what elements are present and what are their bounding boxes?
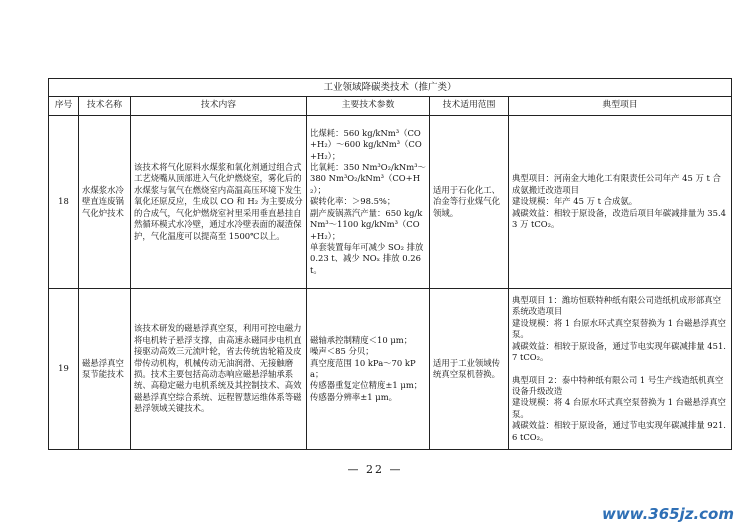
project-line: 减碳效益：相较于原设备，通过节电实现年碳减排量 921.6 tCO₂。: [512, 420, 726, 442]
row-params: [307, 116, 430, 289]
header-projects: 典型项目: [509, 97, 732, 116]
param-line: 副产废锅蒸汽产量：650 kg/kNm³～1100 kg/kNm³（CO+H₂）；: [310, 207, 423, 241]
param-line: 比氧耗：350 Nm³O₂/kNm³～380 Nm³O₂/kNm³（CO+H₂）；: [310, 162, 426, 195]
header-no: 序号: [49, 97, 79, 116]
param-line: 传感器分辨率±1 μm。: [310, 391, 398, 402]
header-scope: 技术适用范围: [430, 97, 509, 116]
project-line: 建设规模：将 4 台原水环式真空泵替换为 1 台磁悬浮真空泵。: [512, 397, 726, 419]
table-header-row: [49, 97, 732, 116]
param-line: 磁轴承控制精度＜10 μm；: [310, 334, 413, 345]
project-line: 建设规模：年产 45 万 t 合成氨。: [512, 196, 638, 207]
document-page: [48, 78, 731, 450]
param-line: 噪声＜85 分贝；: [310, 346, 374, 357]
row-params: [307, 289, 430, 450]
header-params: 主要技术参数: [307, 97, 430, 116]
project-spacer: [512, 364, 728, 375]
row-projects: [509, 289, 732, 450]
row-no: 19: [49, 289, 79, 450]
project-line: 减碳效益：相较于原设备，通过节电实现年碳减排量 451.7 tCO₂。: [512, 340, 726, 363]
project-line: 典型项目 2：泰中特种纸有限公司 1 号生产线造纸机真空设备升级改造: [512, 374, 724, 396]
page-number: — 22 —: [347, 463, 403, 476]
row-projects: [509, 116, 732, 289]
table-title: 工业领域降碳类技术（推广类）: [49, 79, 732, 97]
header-content: 技术内容: [131, 97, 307, 116]
row-no: 18: [49, 116, 79, 289]
row-scope: 适用于石化化工、冶金等行业煤气化领域。: [430, 116, 509, 289]
param-line: 真空度范围 10 kPa～70 kPa；: [310, 357, 416, 379]
table-row: [49, 116, 732, 289]
param-line: 传感器重复定位精度±1 μm；: [310, 380, 423, 391]
project-line: 典型项目：河南金大地化工有限责任公司年产 45 万 t 合成氨搬迁改造项目: [512, 173, 721, 195]
project-line: 建设规模：将 1 台原水环式真空泵替换为 1 台磁悬浮真空泵。: [512, 317, 726, 340]
param-line: 碳转化率：＞98.5%；: [310, 196, 396, 207]
row-content: 该技术将气化原料水煤浆和氧化剂通过组合式工艺烧嘴从顶部进入气化炉燃烧室，雾化后的水煤浆与氧气在燃烧室内高温高压环境下发生氧化还原反应，生成以 CO 和 H₂ 为主要成分的合成气，气化炉燃烧室衬里采用垂直悬挂自然循环模式水冷壁，通过水冷壁表面的凝渣保护，气化温度可以提高至 1500℃以上。: [131, 116, 307, 289]
param-line: 比煤耗：560 kg/kNm³（CO+H₂）～600 kg/kNm³（CO+H₂）；: [310, 127, 422, 161]
row-name: 磁悬浮真空泵节能技术: [79, 289, 131, 450]
param-line: 单套装置每年可减少 SO₂ 排放 0.23 t、减少 NOₓ 排放 0.26 t。: [310, 241, 424, 275]
project-line: 减碳效益：相较于原设备，改造后项目年碳减排量为 35.43 万 tCO₂。: [512, 207, 726, 230]
table-row: [49, 289, 732, 450]
watermark-logo: www.365jz.com: [601, 505, 734, 523]
project-line: 典型项目 1：潍坊恒联特种纸有限公司造纸机成形部真空系统改造项目: [512, 295, 721, 317]
tech-table: [48, 78, 732, 450]
row-name: 水煤浆水冷壁直连废锅气化炉技术: [79, 116, 131, 289]
header-name: 技术名称: [79, 97, 131, 116]
row-content: 该技术研发的磁悬浮真空泵，利用可控电磁力将电机转子悬浮支撑，由高速永磁同步电机直接驱动高效三元流叶轮，省去传统齿轮箱及皮带传动机构，机械传动无油润滑、无接触磨损。技术主要包括高动态响应磁悬浮轴承系统、高稳定磁力电机系统及其控制技术、高效磁悬浮真空综合系统、远程智慧运维体系等磁悬浮领域关键技术。: [131, 289, 307, 450]
row-scope: 适用于工业领域传统真空泵机替换。: [430, 289, 509, 450]
